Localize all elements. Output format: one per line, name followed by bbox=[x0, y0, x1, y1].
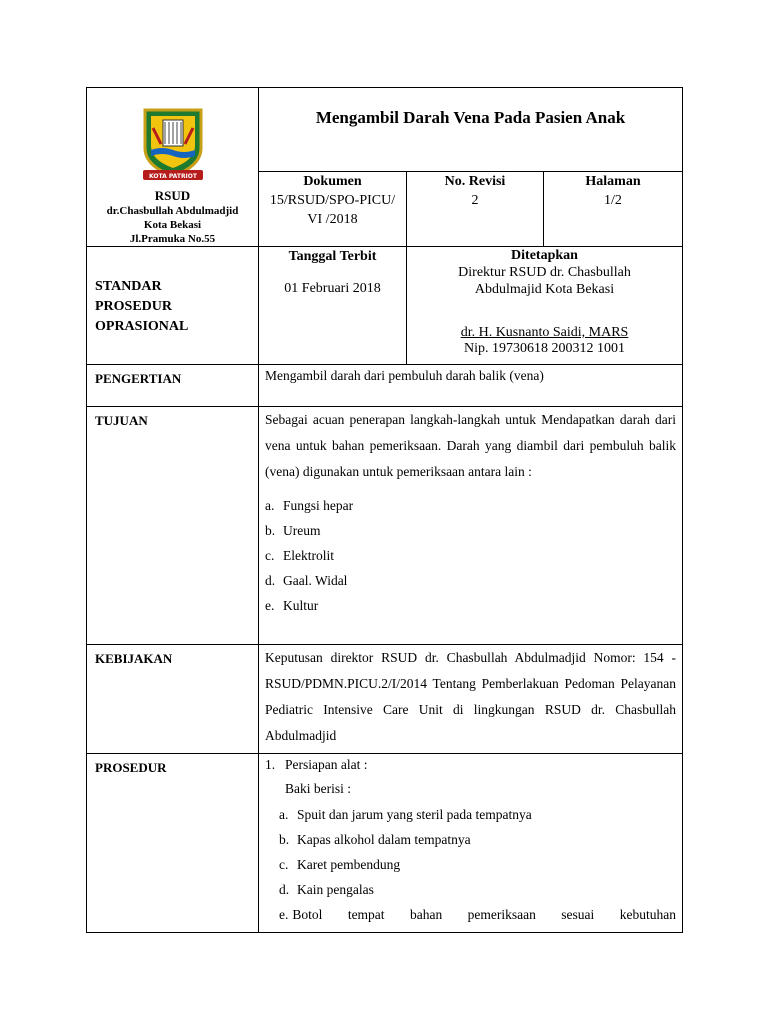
sop-label-line-3: OPRASIONAL bbox=[95, 319, 189, 334]
prosedur-label: PROSEDUR bbox=[87, 754, 259, 933]
hospital-identity-cell bbox=[87, 88, 259, 247]
tujuan-item bbox=[265, 543, 676, 568]
tujuan-item bbox=[265, 493, 676, 518]
tanggal-terbit-label: Tanggal Terbit bbox=[288, 249, 377, 264]
revisi-label: No. Revisi bbox=[444, 173, 506, 189]
tanggal-terbit-cell bbox=[259, 247, 407, 365]
tujuan-item-text: Ureum bbox=[283, 523, 321, 538]
sop-table bbox=[86, 87, 683, 933]
kebijakan-paragraph: Keputusan direktor RSUD dr. Chasbullah Abdulmadjid Nomor: 154 - RSUD/PDMN.PICU.2/I/2014 Tentang Pemberlakuan Pedoman Pelayanan Pediatric Intensive Care Unit di lingkungan RSUD dr. Chasbullah Abdulmadjid bbox=[265, 650, 676, 743]
hospital-line-3: Jl.Pramuka No.55 bbox=[129, 233, 216, 245]
tujuan-item-text: Gaal. Widal bbox=[283, 573, 348, 588]
tujuan-item-marker: a. bbox=[265, 498, 275, 513]
hospital-line-1: dr.Chasbullah Abdulmadjid bbox=[106, 205, 239, 217]
tujuan-label: TUJUAN bbox=[87, 407, 259, 645]
dokumen-value-line-1: 15/RSUD/SPO-PICU/ bbox=[269, 192, 396, 208]
prosedur-item-marker: a. bbox=[279, 807, 289, 822]
prosedur-body bbox=[259, 754, 683, 933]
prosedur-last-item bbox=[265, 902, 676, 928]
prosedur-item-text: Karet pembendung bbox=[297, 857, 401, 872]
halaman-cell bbox=[544, 171, 683, 246]
tujuan-item-text: Fungsi hepar bbox=[283, 498, 354, 513]
prosedur-last-word: pemeriksaan bbox=[467, 907, 536, 922]
prosedur-item bbox=[279, 802, 676, 827]
tujuan-item-text: Kultur bbox=[283, 598, 319, 613]
tujuan-item-marker: c. bbox=[265, 548, 275, 563]
pengertian-text bbox=[259, 365, 683, 407]
prosedur-last-word: sesuai bbox=[561, 907, 595, 922]
kota-bekasi-logo bbox=[133, 104, 213, 184]
dokumen-label: Dokumen bbox=[303, 173, 362, 189]
dokumen-cell bbox=[259, 171, 407, 246]
prosedur-last-word: kebutuhan bbox=[619, 907, 676, 922]
prosedur-item bbox=[279, 827, 676, 852]
pengertian-label: PENGERTIAN bbox=[87, 365, 259, 407]
tujuan-item-text: Elektrolit bbox=[283, 548, 334, 563]
prosedur-step-number: 1. bbox=[265, 757, 276, 772]
tujuan-item-marker: b. bbox=[265, 523, 276, 538]
dokumen-value-line-2: VI /2018 bbox=[307, 211, 358, 227]
sop-label-line-1: STANDAR bbox=[95, 279, 162, 294]
prosedur-step-text: Persiapan alat : bbox=[285, 757, 368, 772]
ditetapkan-line-2: Abdulmajid Kota Bekasi bbox=[474, 282, 615, 297]
tujuan-body bbox=[259, 407, 683, 645]
sop-label-line-2: PROSEDUR bbox=[95, 299, 173, 314]
prosedur-last-marker: e. bbox=[279, 907, 289, 922]
document-title: Mengambil Darah Vena Pada Pasien Anak bbox=[259, 88, 683, 172]
hospital-name: RSUD bbox=[154, 188, 191, 203]
tujuan-item-marker: d. bbox=[265, 573, 276, 588]
prosedur-sub: Baki berisi : bbox=[285, 781, 351, 796]
prosedur-last-word: bahan bbox=[409, 907, 443, 922]
prosedur-item-text: Kain pengalas bbox=[297, 882, 374, 897]
hospital-line-2: Kota Bekasi bbox=[143, 219, 202, 231]
tujuan-item-marker: e. bbox=[265, 598, 275, 613]
halaman-label: Halaman bbox=[585, 173, 641, 189]
tujuan-paragraph: Sebagai acuan penerapan langkah-langkah untuk Mendapatkan darah dari vena untuk bahan pemeriksaan. Darah yang diambil dari pembuluh balik (vena) digunakan untuk pemeriksaan antara lain : bbox=[265, 412, 676, 479]
prosedur-item-text: Kapas alkohol dalam tempatnya bbox=[297, 832, 471, 847]
tujuan-item bbox=[265, 593, 676, 618]
prosedur-last-word: Botol bbox=[292, 907, 323, 922]
logo-banner-text: KOTA PATRIOT bbox=[148, 173, 197, 180]
tujuan-item bbox=[265, 568, 676, 593]
tujuan-list bbox=[265, 493, 676, 618]
halaman-value: 1/2 bbox=[604, 192, 622, 208]
ditetapkan-line-1: Direktur RSUD dr. Chasbullah bbox=[458, 265, 631, 280]
prosedur-item-marker: b. bbox=[279, 832, 290, 847]
tujuan-item bbox=[265, 518, 676, 543]
prosedur-last-word: tempat bbox=[347, 907, 385, 922]
prosedur-item bbox=[279, 852, 676, 877]
kebijakan-body bbox=[259, 645, 683, 754]
signatory-name: dr. H. Kusnanto Saidi, MARS bbox=[460, 325, 629, 340]
prosedur-item-text: Spuit dan jarum yang steril pada tempatnya bbox=[297, 807, 532, 822]
revisi-cell bbox=[407, 171, 544, 246]
pengertian-paragraph: Mengambil darah dari pembuluh darah balik (vena) bbox=[265, 368, 544, 383]
prosedur-item-marker: d. bbox=[279, 882, 290, 897]
ditetapkan-label: Ditetapkan bbox=[511, 248, 578, 263]
prosedur-item-marker: c. bbox=[279, 857, 289, 872]
sop-label-cell bbox=[87, 247, 259, 365]
kebijakan-label: KEBIJAKAN bbox=[87, 645, 259, 754]
prosedur-item bbox=[279, 877, 676, 902]
prosedur-list bbox=[265, 802, 676, 902]
revisi-value: 2 bbox=[471, 192, 479, 208]
signatory-nip: Nip. 19730618 200312 1001 bbox=[464, 341, 625, 356]
tanggal-terbit-value: 01 Februari 2018 bbox=[284, 281, 381, 296]
ditetapkan-cell bbox=[407, 247, 683, 365]
